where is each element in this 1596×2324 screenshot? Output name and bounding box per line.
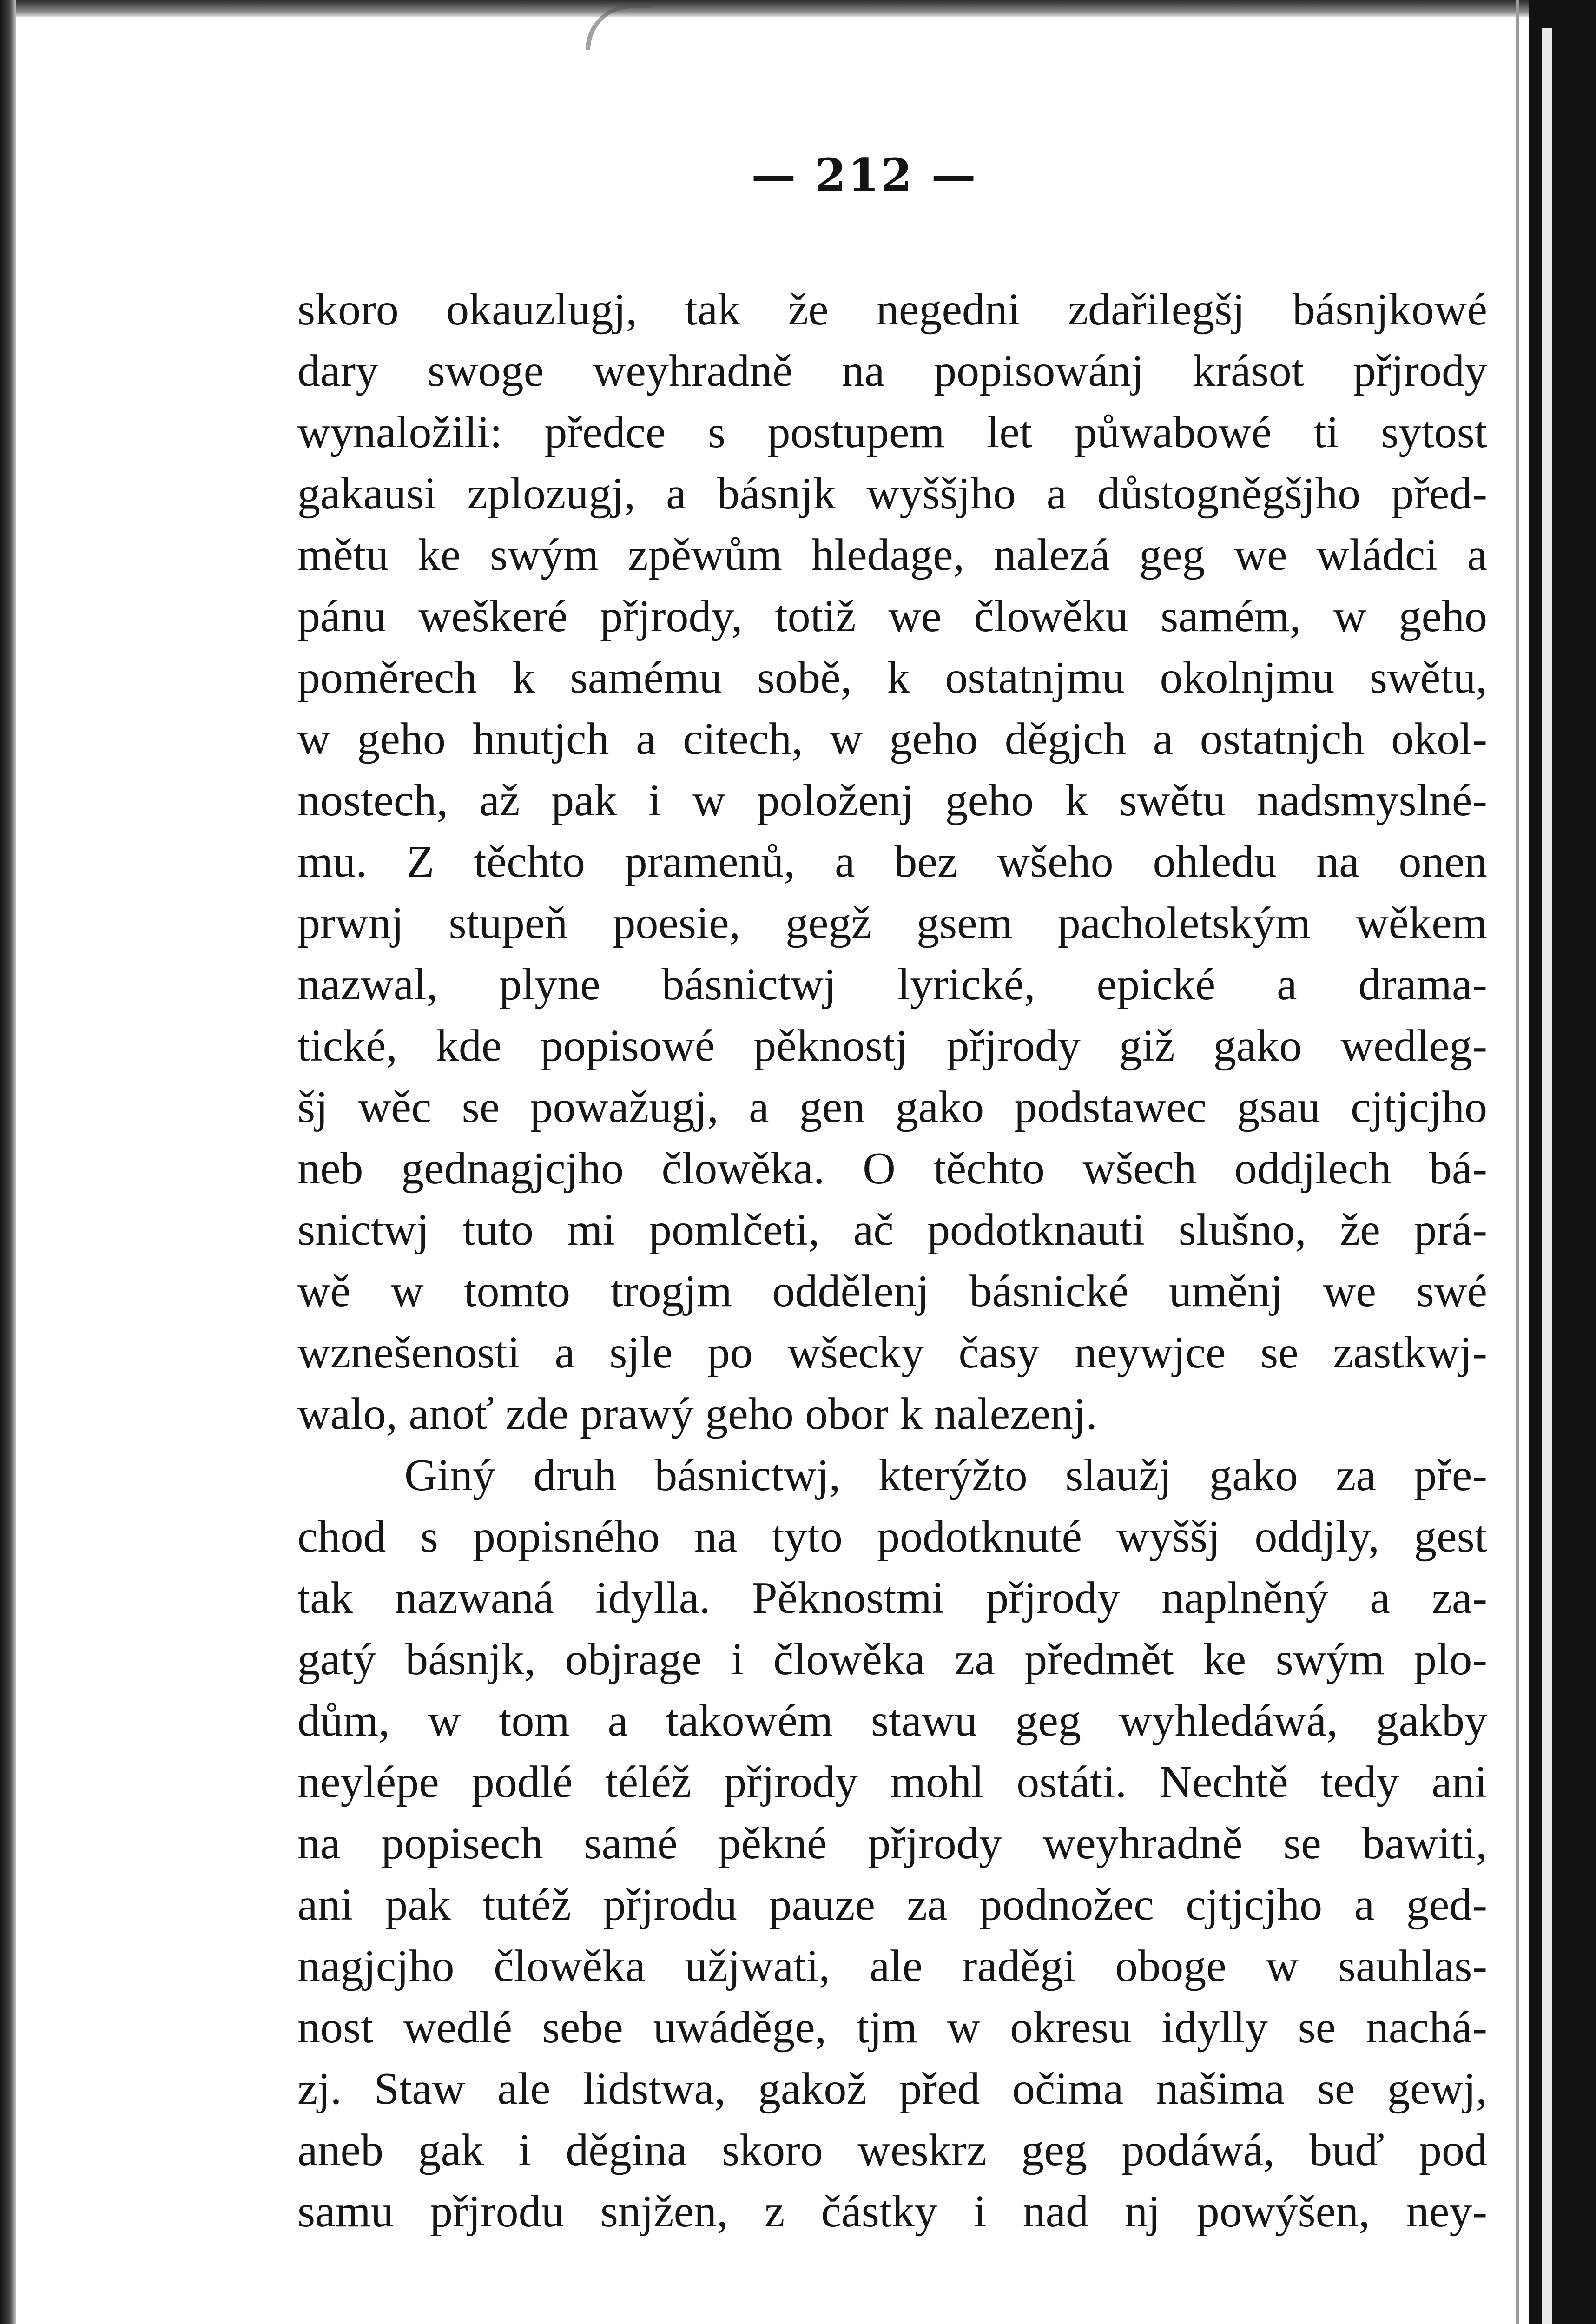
text-line: nazwal, plyne básnictwj lyrické, epické a drama- [297,959,1487,1010]
scan-edge-top [0,0,1596,17]
text-line: zj. Staw ale lidstwa, gakož před očima našima se gewj, [297,2064,1487,2114]
text-line: pánu weškeré přjrody, totiž we člowěku samém, w geho [297,591,1487,641]
text-line: na popisech samé pěkné přjrody weyhradně se bawiti, [297,1818,1487,1868]
text-line: dary swoge weyhradně na popisowánj krásot přjrody [297,346,1487,396]
text-line: prwnj stupeň poesie, gegž gsem pacholetským wěkem [297,898,1487,948]
text-line: chod s popisného na tyto podotknuté wyššj oddjly, gest [297,1512,1487,1562]
text-line: aneb gak i děgina skoro weskrz geg podáwá, buď pod [297,2125,1487,2175]
text-line: walo, anoť zde prawý geho obor k nalezenj. [297,1389,1097,1439]
scan-edge-right-band [1529,0,1596,2324]
text-line: Giný druh básnictwj, kterýžto slaužj gako za pře- [404,1450,1487,1500]
text-line: dům, w tom a takowém stawu geg wyhledáwá, gakby [297,1696,1487,1746]
text-line: mu. Z těchto pramenů, a bez wšeho ohledu na onen [297,837,1487,887]
text-line: wznešenosti a sjle po wšecky časy neywjce se zastkwj- [297,1327,1487,1378]
text-line: gakausi zplozugj, a básnjk wyššjho a důstogněgšjho před- [297,469,1487,519]
text-line: ani pak tutéž přjrodu pauze za podnožec cjtjcjho a ged- [297,1880,1487,1930]
text-line: w geho hnutjch a citech, w geho děgjch a ostatnjch okol- [297,714,1487,764]
text-line: neylépe podlé téléž přjrody mohl ostáti. Nechtě tedy ani [297,1757,1487,1807]
text-line: nagjcjho člowěka užjwati, ale raděgi oboge w sauhlas- [297,1941,1487,1991]
text-line: šj wěc se powažugj, a gen gako podstawec gsau cjtjcjho [297,1082,1487,1132]
text-line: gatý básnjk, objrage i člowěka za předmět ke swým plo- [297,1634,1487,1684]
text-line: tické, kde popisowé pěknostj přjrody giž gako wedleg- [297,1021,1487,1071]
text-line: snictwj tuto mi pomlčeti, ač podotknauti slušno, že prá- [297,1205,1487,1255]
text-line: tak nazwaná idylla. Pěknostmi přjrody naplněný a za- [297,1573,1487,1623]
page-number: — 212 — [751,149,978,201]
body-text [297,279,1487,2242]
scan-edge-left [0,0,16,2324]
text-line: nostech, až pak i w položenj geho k swětu nadsmyslné- [297,775,1487,825]
scan-edge-right-gap [1542,28,1552,2324]
text-line: nost wedlé sebe uwáděge, tjm w okresu idylly se nachá- [297,2002,1487,2053]
text-line: skoro okauzlugj, tak že negedni zdařilegšj básnjkowé [297,284,1487,335]
text-line: samu přjrodu snjžen, z částky i nad nj powýšen, ney- [297,2186,1487,2237]
text-line: mětu ke swým zpěwům hledage, nalezá geg we wládci a [297,530,1487,580]
text-line: neb gednagjcjho člowěka. O těchto wšech oddjlech bá- [297,1143,1487,1194]
scan-edge-right-line [1516,0,1519,2324]
text-line: wě w tomto trogjm oddělenj básnické uměnj we swé [297,1266,1487,1316]
text-line: wynaložili: předce s postupem let půwabowé ti sytost [297,407,1487,457]
text-line: poměrech k samému sobě, k ostatnjmu okolnjmu swětu, [297,653,1487,703]
